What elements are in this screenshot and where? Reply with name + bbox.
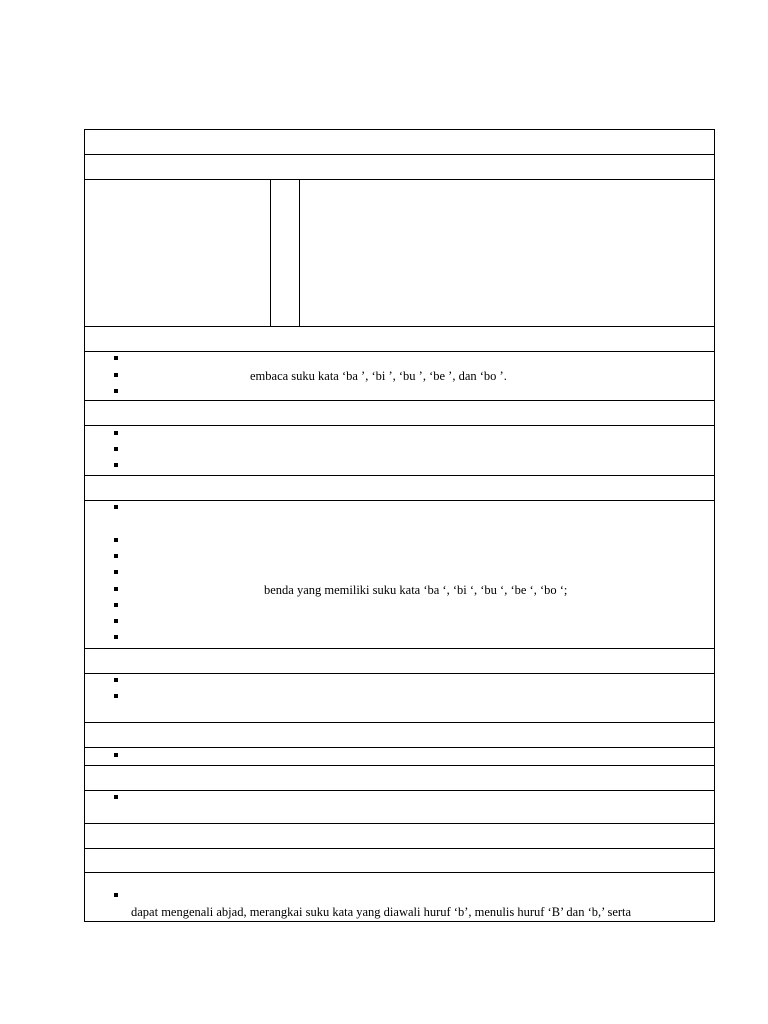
bullet-marker <box>114 694 118 698</box>
bullet-marker <box>114 678 118 682</box>
row-divider <box>84 747 715 748</box>
bullet-marker <box>114 554 118 558</box>
bullet-marker <box>114 753 118 757</box>
row-divider <box>84 872 715 873</box>
row-divider <box>84 154 715 155</box>
bullet-marker <box>114 447 118 451</box>
bullet-marker <box>114 635 118 639</box>
bullet-marker <box>114 587 118 591</box>
row-divider <box>84 179 715 180</box>
row-divider <box>84 351 715 352</box>
bullet-marker <box>114 893 118 897</box>
bullet-marker <box>114 373 118 377</box>
bullet-marker <box>114 463 118 467</box>
row-divider <box>84 500 715 501</box>
bullet-marker <box>114 570 118 574</box>
bullet-marker <box>114 538 118 542</box>
bullet-marker <box>114 603 118 607</box>
row-divider <box>84 848 715 849</box>
row-divider <box>84 400 715 401</box>
row-divider <box>84 823 715 824</box>
row-divider <box>84 673 715 674</box>
bullet-marker <box>114 795 118 799</box>
row-divider <box>84 722 715 723</box>
row-divider <box>84 648 715 649</box>
row-divider <box>84 790 715 791</box>
bullet-marker <box>114 389 118 393</box>
bullet-marker <box>114 431 118 435</box>
column-divider <box>299 179 300 326</box>
bullet-marker <box>114 619 118 623</box>
row-divider <box>84 475 715 476</box>
assessment-summary-text: dapat mengenali abjad, merangkai suku kata yang diawali huruf ‘b’, menulis huruf ‘B’ dan ‘b,’ serta <box>131 905 632 919</box>
document-table <box>84 129 715 922</box>
row-divider <box>84 425 715 426</box>
bullet-marker <box>114 505 118 509</box>
bullet-marker <box>114 356 118 360</box>
row-divider <box>84 765 715 766</box>
reading-syllables-text: embaca suku kata ‘ba ’, ‘bi ’, ‘bu ’, ‘be ’, dan ‘bo ’. <box>250 369 507 383</box>
objects-syllables-text: benda yang memiliki suku kata ‘ba ‘, ‘bi ‘, ‘bu ‘, ‘be ‘, ‘bo ‘; <box>264 583 568 597</box>
column-divider <box>270 179 271 326</box>
row-divider <box>84 326 715 327</box>
